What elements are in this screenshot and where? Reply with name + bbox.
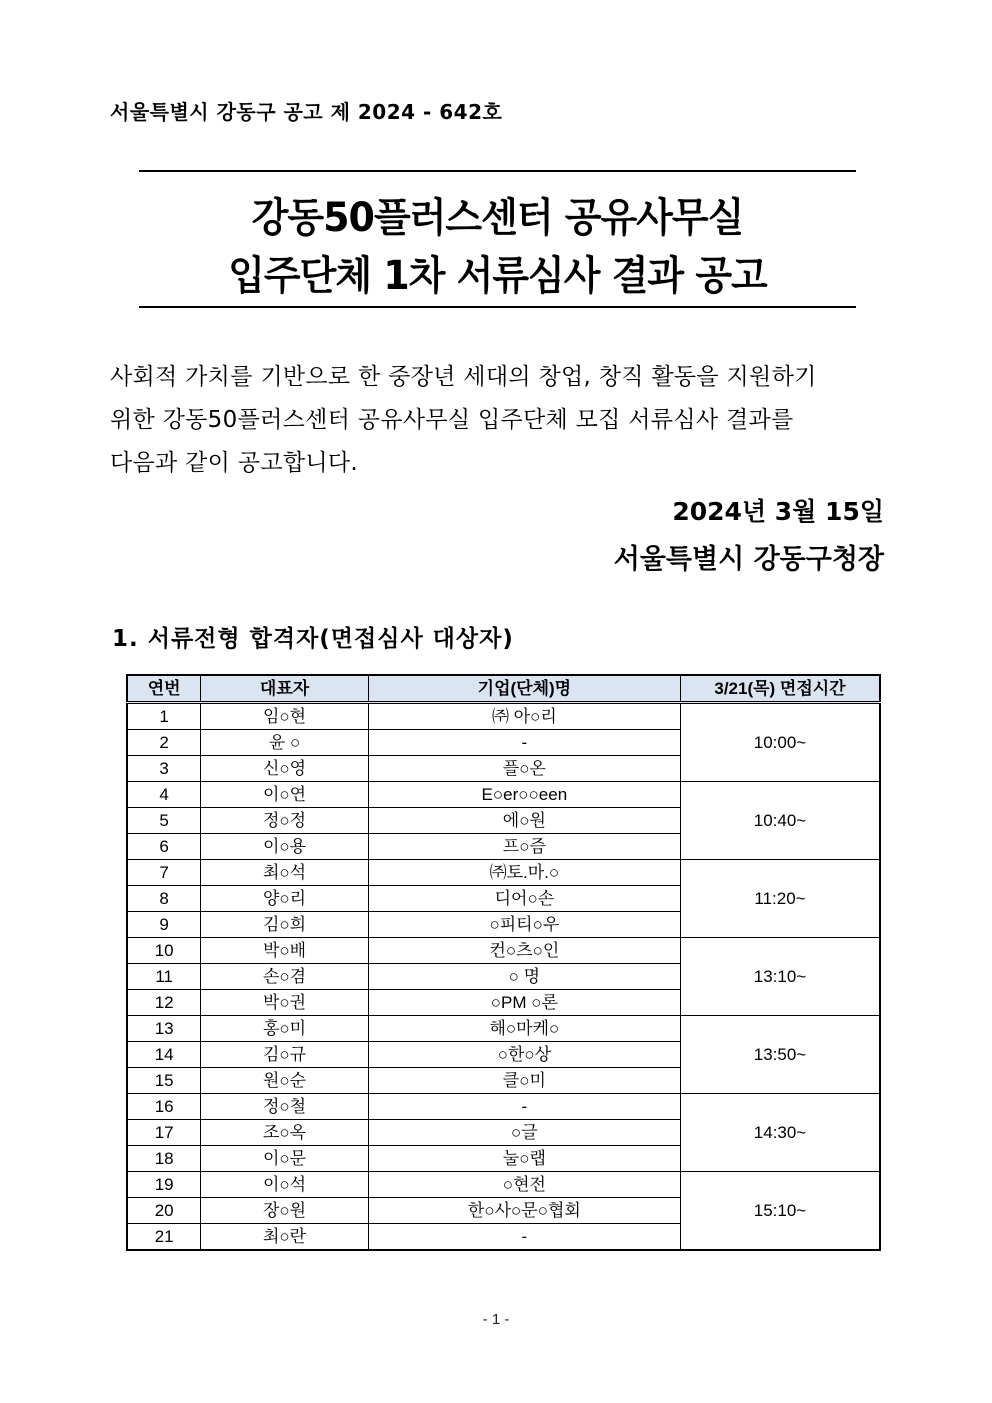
row-representative: 정○정 [201,808,368,834]
row-no: 10 [127,938,201,964]
row-representative: 김○희 [201,912,368,938]
announcement-number: 서울특별시 강동구 공고 제 2024 - 642호 [110,100,503,124]
row-no: 6 [127,834,201,860]
row-representative: 이○용 [201,834,368,860]
table-row [127,1016,880,1042]
interview-time: 15:10~ [680,1172,880,1251]
table-row [127,782,880,808]
row-no: 2 [127,730,201,756]
table-row [127,860,880,886]
row-organization: ○글 [368,1120,680,1146]
row-representative: 이○연 [201,782,368,808]
announcement-date: 2024년 3월 15일 [672,497,884,526]
row-representative: 임○현 [201,703,368,730]
column-header-no: 연번 [127,675,201,703]
row-no: 21 [127,1224,201,1251]
body-line: 다음과 같이 공고합니다. [110,450,359,476]
row-representative: 홍○미 [201,1016,368,1042]
row-no: 14 [127,1042,201,1068]
row-representative: 신○영 [201,756,368,782]
row-no: 3 [127,756,201,782]
row-no: 7 [127,860,201,886]
row-no: 9 [127,912,201,938]
table-row [127,1094,880,1120]
row-no: 5 [127,808,201,834]
row-organization: ㈜토.마.○ [368,860,680,886]
column-header-interview-time: 3/21(목) 면접시간 [680,675,880,703]
column-header-representative: 대표자 [201,675,368,703]
issuer: 서울특별시 강동구청장 [613,544,884,575]
interview-time: 14:30~ [680,1094,880,1172]
row-no: 15 [127,1068,201,1094]
row-no: 4 [127,782,201,808]
body-line: 사회적 가치를 기반으로 한 중장년 세대의 창업, 창직 활동을 지원하기 [110,364,817,390]
interview-time: 10:00~ [680,703,880,782]
title-top-rule [139,170,856,172]
row-organization: - [368,1094,680,1120]
row-no: 20 [127,1198,201,1224]
interview-time: 11:20~ [680,860,880,938]
table-row [127,703,880,730]
row-representative: 원○순 [201,1068,368,1094]
row-representative: 김○규 [201,1042,368,1068]
row-representative: 윤 ○ [201,730,368,756]
row-representative: 조○옥 [201,1120,368,1146]
row-representative: 박○배 [201,938,368,964]
interview-time: 10:40~ [680,782,880,860]
page-title-line2: 입주단체 1차 서류심사 결과 공고 [228,252,767,299]
row-organization: ○현전 [368,1172,680,1198]
page-title-line1: 강동50플러스센터 공유사무실 [251,194,744,241]
table-row [127,938,880,964]
row-no: 12 [127,990,201,1016]
row-organization: ○한○상 [368,1042,680,1068]
row-no: 11 [127,964,201,990]
announcement-body [110,356,885,485]
row-no: 13 [127,1016,201,1042]
row-organization: ○ 명 [368,964,680,990]
row-organization: 컨○츠○인 [368,938,680,964]
row-no: 19 [127,1172,201,1198]
row-organization: - [368,730,680,756]
row-organization: - [368,1224,680,1251]
row-representative: 이○석 [201,1172,368,1198]
section-heading: 1. 서류전형 합격자(면접심사 대상자) [112,626,514,652]
row-no: 1 [127,703,201,730]
interview-time: 13:10~ [680,938,880,1016]
page-number: - 1 - [482,1311,510,1328]
row-organization: ㈜ 아○리 [368,703,680,730]
row-organization: E○er○○een [368,782,680,808]
interview-time: 13:50~ [680,1016,880,1094]
title-bottom-rule [139,306,856,308]
row-organization: 눌○랩 [368,1146,680,1172]
row-representative: 정○철 [201,1094,368,1120]
row-representative: 박○권 [201,990,368,1016]
row-no: 8 [127,886,201,912]
row-organization: 에○원 [368,808,680,834]
row-no: 16 [127,1094,201,1120]
results-table [126,674,881,1251]
row-organization: 플○온 [368,756,680,782]
column-header-organization: 기업(단체)명 [368,675,680,703]
row-representative: 양○리 [201,886,368,912]
row-organization: ○피티○우 [368,912,680,938]
row-representative: 최○석 [201,860,368,886]
row-no: 17 [127,1120,201,1146]
row-representative: 손○겸 [201,964,368,990]
row-representative: 장○원 [201,1198,368,1224]
row-no: 18 [127,1146,201,1172]
row-organization: 클○미 [368,1068,680,1094]
row-organization: ○PM ○론 [368,990,680,1016]
row-representative: 최○란 [201,1224,368,1251]
table-row [127,1172,880,1198]
table-header-row [127,675,880,703]
row-organization: 해○마케○ [368,1016,680,1042]
row-representative: 이○문 [201,1146,368,1172]
row-organization: 디어○손 [368,886,680,912]
body-line: 위한 강동50플러스센터 공유사무실 입주단체 모집 서류심사 결과를 [110,407,794,433]
row-organization: 프○즘 [368,834,680,860]
row-organization: 한○사○문○협회 [368,1198,680,1224]
